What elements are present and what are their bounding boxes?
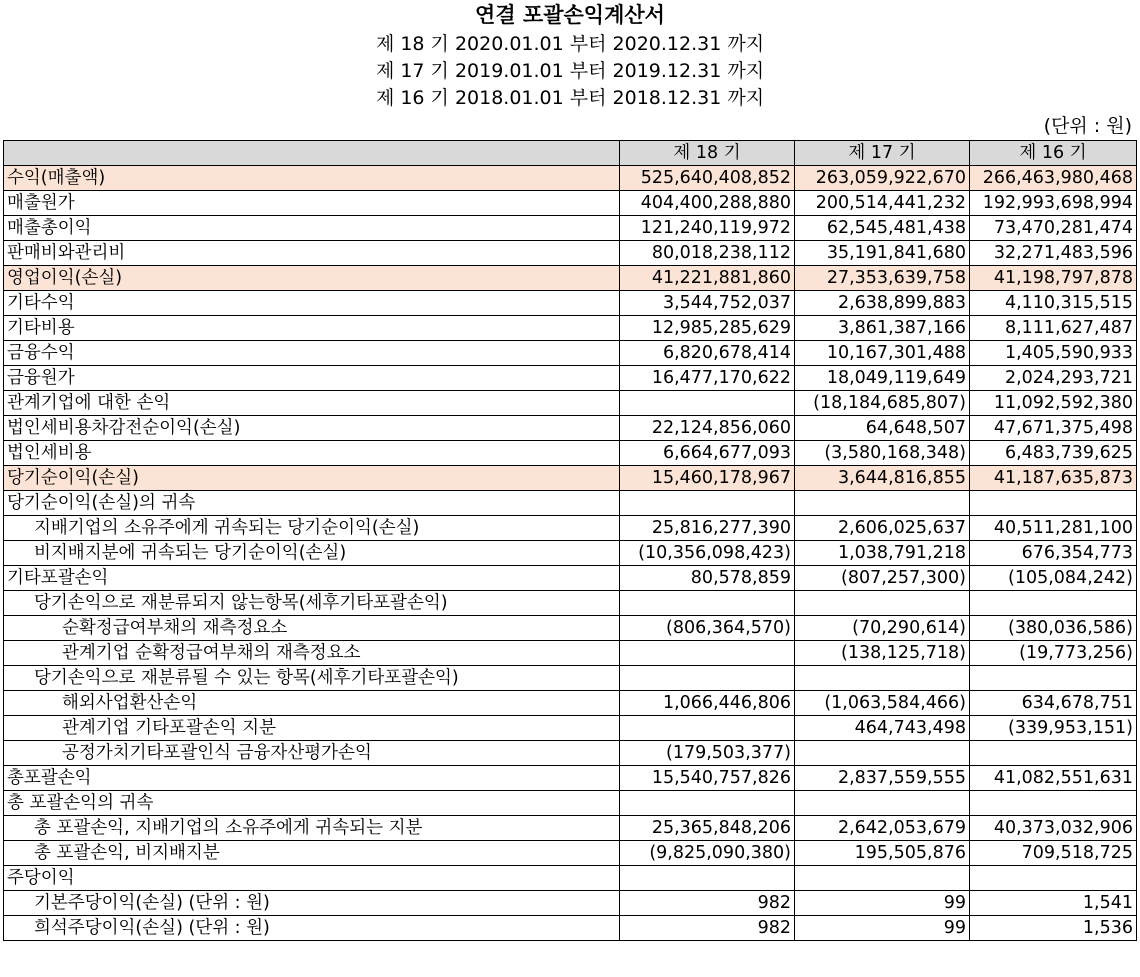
period-line-17: 제 17 기 2019.01.01 부터 2019.12.31 까지 [375, 60, 765, 82]
table-row [4, 791, 1137, 816]
row-label: 해외사업환산손익 [4, 691, 620, 716]
table-row [4, 541, 1137, 566]
table-row [4, 616, 1137, 641]
row-label: 주당이익 [4, 866, 620, 891]
table-row [4, 766, 1137, 791]
value-period-17: 2,837,559,555 [795, 766, 970, 791]
period-line-18: 제 18 기 2020.01.01 부터 2020.12.31 까지 [375, 33, 765, 55]
value-period-17: 1,038,791,218 [795, 541, 970, 566]
value-period-17: 35,191,841,680 [795, 241, 970, 266]
row-label: 당기순이익(손실) [4, 466, 620, 491]
row-label: 법인세비용차감전순이익(손실) [4, 416, 620, 441]
row-label: 총 포괄손익, 지배기업의 소유주에게 귀속되는 지분 [4, 816, 620, 841]
table-row [4, 316, 1137, 341]
value-period-18: 22,124,856,060 [620, 416, 795, 441]
value-period-18: (9,825,090,380) [620, 841, 795, 866]
table-row [4, 841, 1137, 866]
value-period-17: (807,257,300) [795, 566, 970, 591]
table-row [4, 591, 1137, 616]
row-label: 판매비와관리비 [4, 241, 620, 266]
table-row [4, 241, 1137, 266]
unit-label: (단위 : 원) [1043, 115, 1132, 137]
value-period-16: 192,993,698,994 [970, 191, 1137, 216]
row-label: 당기손익으로 재분류될 수 있는 항목(세후기타포괄손익) [4, 666, 620, 691]
value-period-16 [970, 866, 1137, 891]
row-label: 당기손익으로 재분류되지 않는항목(세후기타포괄손익) [4, 591, 620, 616]
value-period-17: 27,353,639,758 [795, 266, 970, 291]
value-period-16: 73,470,281,474 [970, 216, 1137, 241]
table-row [4, 391, 1137, 416]
table-row [4, 216, 1137, 241]
value-period-16: 2,024,293,721 [970, 366, 1137, 391]
value-period-17: 10,167,301,488 [795, 341, 970, 366]
value-period-17: (1,063,584,466) [795, 691, 970, 716]
row-label: 매출총이익 [4, 216, 620, 241]
value-period-16: 41,187,635,873 [970, 466, 1137, 491]
row-label: 금융원가 [4, 366, 620, 391]
row-label: 기본주당이익(손실) (단위 : 원) [4, 891, 620, 916]
value-period-17: (138,125,718) [795, 641, 970, 666]
value-period-18: 12,985,285,629 [620, 316, 795, 341]
table-row [4, 516, 1137, 541]
table-row [4, 641, 1137, 666]
value-period-18: 121,240,119,972 [620, 216, 795, 241]
value-period-16: 1,405,590,933 [970, 341, 1137, 366]
row-label: 지배기업의 소유주에게 귀속되는 당기순이익(손실) [4, 516, 620, 541]
table-row [4, 566, 1137, 591]
value-period-17: 3,644,816,855 [795, 466, 970, 491]
value-period-18 [620, 666, 795, 691]
value-period-16 [970, 591, 1137, 616]
value-period-17: 3,861,387,166 [795, 316, 970, 341]
table-row [4, 741, 1137, 766]
table-row [4, 366, 1137, 391]
value-period-18: 404,400,288,880 [620, 191, 795, 216]
value-period-16: (339,953,151) [970, 716, 1137, 741]
row-label: 금융수익 [4, 341, 620, 366]
row-label: 희석주당이익(손실) (단위 : 원) [4, 916, 620, 941]
value-period-17: 18,049,119,649 [795, 366, 970, 391]
value-period-17: 2,606,025,637 [795, 516, 970, 541]
column-header-period-18: 제 18 기 [620, 141, 795, 166]
table-row [4, 716, 1137, 741]
income-statement-table [3, 140, 1137, 941]
value-period-17: 200,514,441,232 [795, 191, 970, 216]
row-label: 관계기업에 대한 손익 [4, 391, 620, 416]
value-period-17 [795, 791, 970, 816]
value-period-17: 464,743,498 [795, 716, 970, 741]
value-period-17: (70,290,614) [795, 616, 970, 641]
value-period-18 [620, 866, 795, 891]
value-period-16: 1,541 [970, 891, 1137, 916]
row-label: 매출원가 [4, 191, 620, 216]
value-period-18: 15,540,757,826 [620, 766, 795, 791]
value-period-16: 4,110,315,515 [970, 291, 1137, 316]
value-period-16: 32,271,483,596 [970, 241, 1137, 266]
value-period-18: 15,460,178,967 [620, 466, 795, 491]
row-label: 총 포괄손익의 귀속 [4, 791, 620, 816]
value-period-16 [970, 491, 1137, 516]
row-label: 공정가치기타포괄인식 금융자산평가손익 [4, 741, 620, 766]
table-row [4, 491, 1137, 516]
table-body [4, 166, 1137, 941]
value-period-16 [970, 666, 1137, 691]
table-row [4, 866, 1137, 891]
table-row [4, 416, 1137, 441]
row-label: 법인세비용 [4, 441, 620, 466]
statement-title: 연결 포괄손익계산서 [475, 3, 665, 27]
table-row [4, 916, 1137, 941]
value-period-17: (18,184,685,807) [795, 391, 970, 416]
value-period-18 [620, 391, 795, 416]
row-label: 수익(매출액) [4, 166, 620, 191]
row-label: 기타비용 [4, 316, 620, 341]
row-label: 관계기업 기타포괄손익 지분 [4, 716, 620, 741]
value-period-16: (380,036,586) [970, 616, 1137, 641]
value-period-16 [970, 791, 1137, 816]
row-label: 기타포괄손익 [4, 566, 620, 591]
value-period-16: 266,463,980,468 [970, 166, 1137, 191]
value-period-16: 47,671,375,498 [970, 416, 1137, 441]
table-row [4, 441, 1137, 466]
value-period-16: 41,082,551,631 [970, 766, 1137, 791]
row-label: 총 포괄손익, 비지배지분 [4, 841, 620, 866]
value-period-18: (806,364,570) [620, 616, 795, 641]
table-row [4, 466, 1137, 491]
column-header-period-17: 제 17 기 [795, 141, 970, 166]
value-period-16: 8,111,627,487 [970, 316, 1137, 341]
value-period-18: 525,640,408,852 [620, 166, 795, 191]
value-period-17: 2,638,899,883 [795, 291, 970, 316]
value-period-16: 40,511,281,100 [970, 516, 1137, 541]
period-line-16: 제 16 기 2018.01.01 부터 2018.12.31 까지 [375, 87, 765, 109]
value-period-16: 41,198,797,878 [970, 266, 1137, 291]
value-period-16: 1,536 [970, 916, 1137, 941]
value-period-18: 80,018,238,112 [620, 241, 795, 266]
value-period-16 [970, 741, 1137, 766]
row-label: 영업이익(손실) [4, 266, 620, 291]
value-period-16: (19,773,256) [970, 641, 1137, 666]
value-period-17 [795, 666, 970, 691]
value-period-16: 676,354,773 [970, 541, 1137, 566]
value-period-18 [620, 591, 795, 616]
value-period-18: 982 [620, 891, 795, 916]
header-row [4, 141, 1137, 166]
value-period-17: 2,642,053,679 [795, 816, 970, 841]
value-period-18 [620, 491, 795, 516]
value-period-17: 99 [795, 916, 970, 941]
value-period-18: 982 [620, 916, 795, 941]
table-row [4, 691, 1137, 716]
value-period-18: 1,066,446,806 [620, 691, 795, 716]
value-period-16: 6,483,739,625 [970, 441, 1137, 466]
value-period-18 [620, 641, 795, 666]
value-period-18: 41,221,881,860 [620, 266, 795, 291]
value-period-18: (10,356,098,423) [620, 541, 795, 566]
table-row [4, 891, 1137, 916]
value-period-18 [620, 716, 795, 741]
row-label: 총포괄손익 [4, 766, 620, 791]
value-period-17: 62,545,481,438 [795, 216, 970, 241]
value-period-16: 11,092,592,380 [970, 391, 1137, 416]
value-period-16: (105,084,242) [970, 566, 1137, 591]
value-period-16: 634,678,751 [970, 691, 1137, 716]
table-row [4, 166, 1137, 191]
row-label: 비지배지분에 귀속되는 당기순이익(손실) [4, 541, 620, 566]
value-period-17 [795, 866, 970, 891]
value-period-18: 16,477,170,622 [620, 366, 795, 391]
value-period-17: 64,648,507 [795, 416, 970, 441]
table-row [4, 291, 1137, 316]
value-period-18: 80,578,859 [620, 566, 795, 591]
row-label: 관계기업 순확정급여부채의 재측정요소 [4, 641, 620, 666]
table-row [4, 666, 1137, 691]
value-period-17 [795, 591, 970, 616]
value-period-18 [620, 791, 795, 816]
table-row [4, 341, 1137, 366]
value-period-18: 25,816,277,390 [620, 516, 795, 541]
value-period-17: (3,580,168,348) [795, 441, 970, 466]
value-period-18: 25,365,848,206 [620, 816, 795, 841]
value-period-18: 6,664,677,093 [620, 441, 795, 466]
value-period-18: (179,503,377) [620, 741, 795, 766]
table-row [4, 191, 1137, 216]
column-header-period-16: 제 16 기 [970, 141, 1137, 166]
value-period-18: 6,820,678,414 [620, 341, 795, 366]
value-period-16: 40,373,032,906 [970, 816, 1137, 841]
value-period-18: 3,544,752,037 [620, 291, 795, 316]
row-label: 기타수익 [4, 291, 620, 316]
table-row [4, 816, 1137, 841]
value-period-17: 263,059,922,670 [795, 166, 970, 191]
row-label: 당기순이익(손실)의 귀속 [4, 491, 620, 516]
value-period-16: 709,518,725 [970, 841, 1137, 866]
row-label: 순확정급여부채의 재측정요소 [4, 616, 620, 641]
table-row [4, 266, 1137, 291]
value-period-17: 195,505,876 [795, 841, 970, 866]
value-period-17 [795, 491, 970, 516]
value-period-17: 99 [795, 891, 970, 916]
value-period-17 [795, 741, 970, 766]
column-header-label [4, 141, 620, 166]
